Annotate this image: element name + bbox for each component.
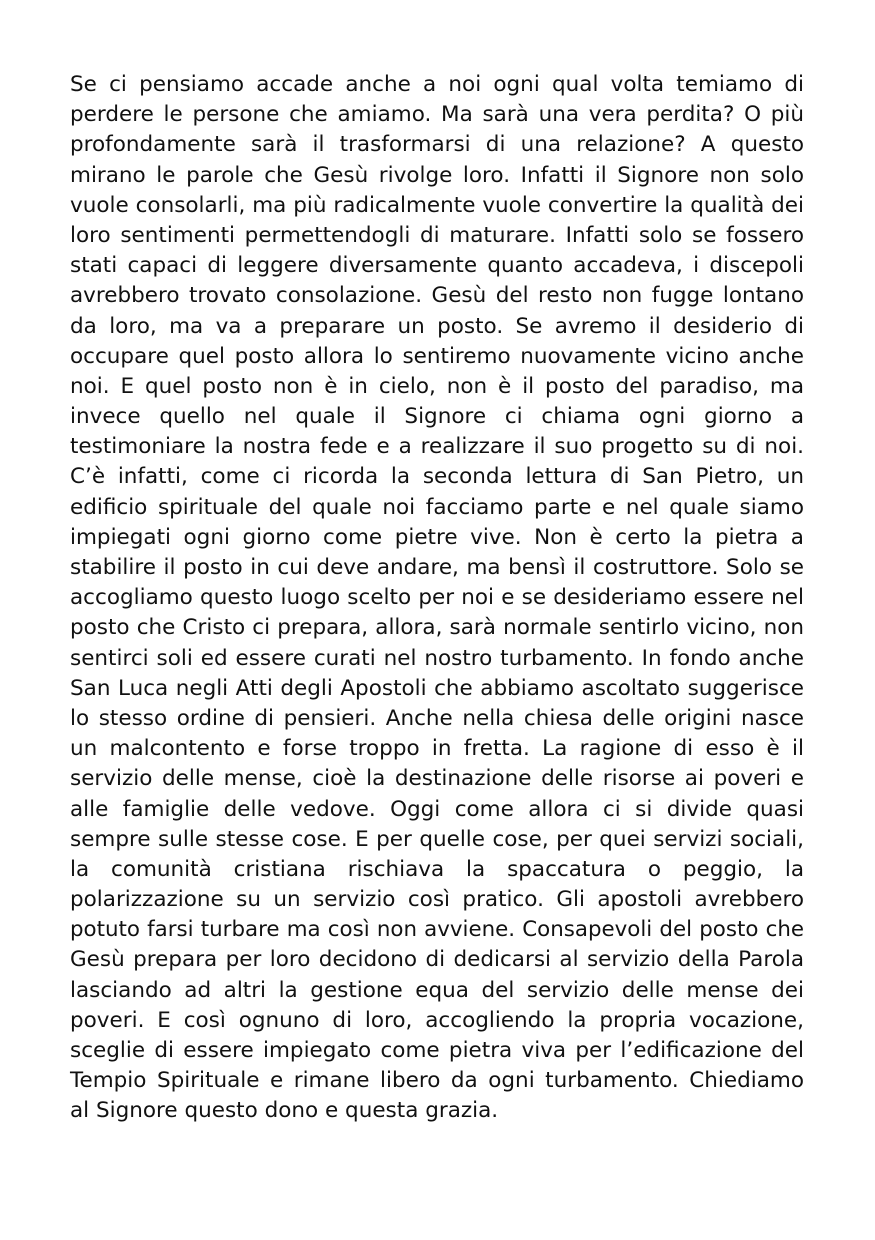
text-line: posto che Cristo ci prepara, allora, sarà normale sentirlo vicino, non xyxy=(70,615,804,641)
text-line: invece quello nel quale il Signore ci chiama ogni giorno a xyxy=(70,404,804,430)
text-line: San Luca negli Atti degli Apostoli che abbiamo ascoltato suggerisce xyxy=(70,675,804,701)
text-line: vuole consolarli, ma più radicalmente vuole convertire la qualità dei xyxy=(70,192,804,218)
text-line: stabilire il posto in cui deve andare, ma bensì il costruttore. Solo se xyxy=(70,555,804,580)
text-line: servizio delle mense, cioè la destinazione delle risorse ai poveri e xyxy=(70,766,804,792)
text-line: occupare quel posto allora lo sentiremo nuovamente vicino anche xyxy=(70,343,804,369)
text-line: C’è infatti, come ci ricorda la seconda lettura di San Pietro, un xyxy=(70,464,804,490)
text-line: Gesù prepara per loro decidono di dedicarsi al servizio della Parola xyxy=(70,947,804,973)
text-line: mirano le parole che Gesù rivolge loro. Infatti il Signore non solo xyxy=(70,162,804,188)
text-line: noi. E quel posto non è in cielo, non è il posto del paradiso, ma xyxy=(70,373,804,399)
text-line: lo stesso ordine di pensieri. Anche nella chiesa delle origini nasce xyxy=(70,705,804,731)
text-line: polarizzazione su un servizio così pratico. Gli apostoli avrebbero xyxy=(70,887,804,913)
body-paragraph xyxy=(70,70,804,1127)
text-line: loro sentimenti permettendogli di maturare. Infatti solo se fossero xyxy=(70,222,804,248)
text-line: la comunità cristiana rischiava la spaccatura o peggio, la xyxy=(70,856,804,882)
text-line: Tempio Spirituale e rimane libero da ogni turbamento. Chiediamo xyxy=(70,1068,804,1094)
text-line: avrebbero trovato consolazione. Gesù del resto non fugge lontano xyxy=(70,283,804,309)
text-line: accogliamo questo luogo scelto per noi e se desideriamo essere nel xyxy=(70,585,804,611)
text-line: da loro, ma va a preparare un posto. Se avremo il desiderio di xyxy=(70,313,804,339)
text-line: impiegati ogni giorno come pietre vive. Non è certo la pietra a xyxy=(70,524,804,550)
text-line: al Signore questo dono e questa grazia. xyxy=(70,1098,499,1124)
text-line: poveri. E così ognuno di loro, accogliendo la propria vocazione, xyxy=(70,1007,804,1033)
text-line: alle famiglie delle vedove. Oggi come allora ci si divide quasi xyxy=(70,796,804,822)
text-line: un malcontento e forse troppo in fretta. La ragione di esso è il xyxy=(70,736,804,762)
text-line: perdere le persone che amiamo. Ma sarà una vera perdita? O più xyxy=(70,102,804,128)
text-line: stati capaci di leggere diversamente quanto accadeva, i discepoli xyxy=(70,253,804,279)
text-line: profondamente sarà il trasformarsi di una relazione? A questo xyxy=(70,132,804,158)
text-line: potuto farsi turbare ma così non avviene. Consapevoli del posto che xyxy=(70,917,804,943)
text-line: edificio spirituale del quale noi facciamo parte e nel quale siamo xyxy=(70,494,804,520)
text-line: sentirci soli ed essere curati nel nostro turbamento. In fondo anche xyxy=(70,645,804,671)
text-line: sceglie di essere impiegato come pietra viva per l’edificazione del xyxy=(70,1038,804,1063)
text-line: lasciando ad altri la gestione equa del servizio delle mense dei xyxy=(70,977,804,1003)
text-line: Se ci pensiamo accade anche a noi ogni qual volta temiamo di xyxy=(70,72,804,97)
text-line: sempre sulle stesse cose. E per quelle cose, per quei servizi sociali, xyxy=(70,826,804,852)
text-line: testimoniare la nostra fede e a realizzare il suo progetto su di noi. xyxy=(70,434,804,460)
